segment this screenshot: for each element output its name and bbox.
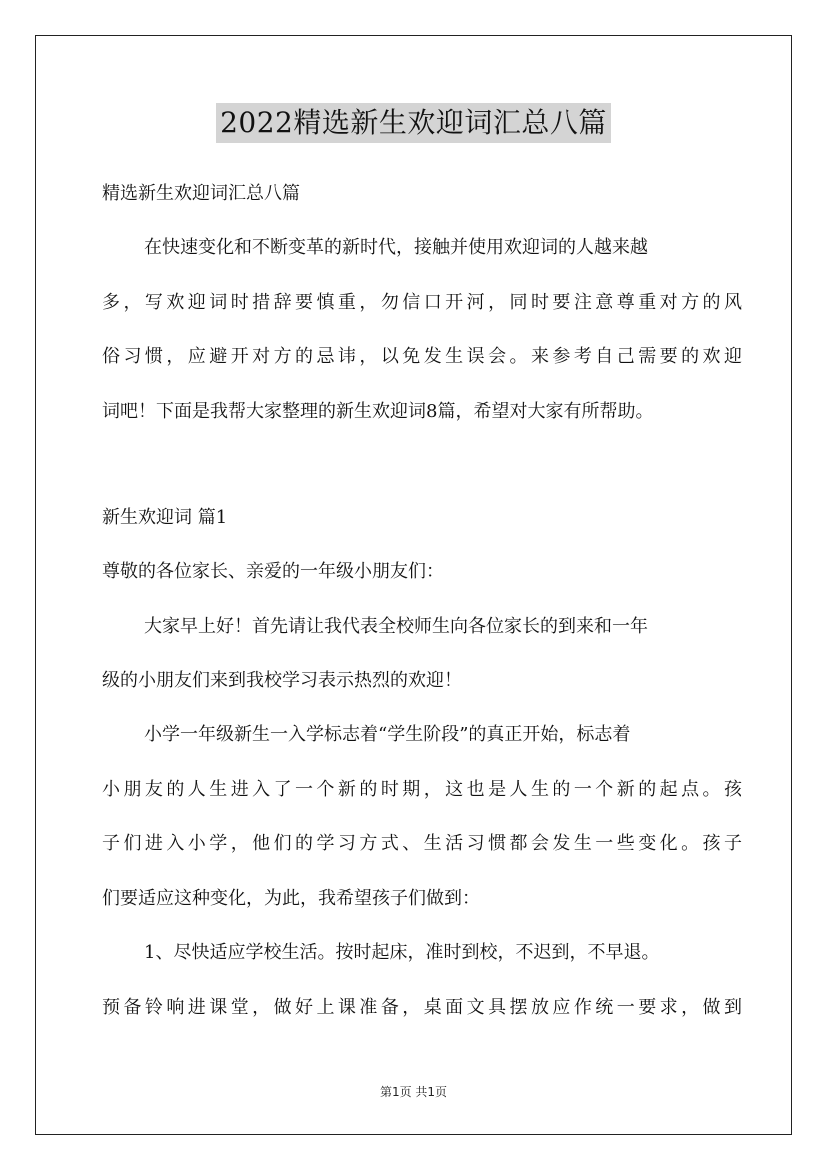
- paragraph-line: 词吧！下面是我帮大家整理的新生欢迎词8篇，希望对大家有所帮助。: [102, 401, 654, 422]
- paragraph-line: 小学一年级新生一入学标志着“学生阶段”的真正开始，标志着: [144, 724, 631, 745]
- paragraph-line: 子们进入小学，他们的学习方式、生活习惯都会发生一些变化。孩子: [102, 833, 742, 854]
- paragraph-line: 1、尽快适应学校生活。按时起床，准时到校，不迟到，不早退。: [144, 942, 660, 963]
- document-title-text: 2022精选新生欢迎词汇总八篇: [216, 103, 611, 143]
- paragraph-line: 多，写欢迎词时措辞要慎重，勿信口开河，同时要注意尊重对方的风: [102, 292, 742, 313]
- paragraph-line: 在快速变化和不断变革的新时代，接触并使用欢迎词的人越来越: [144, 237, 648, 258]
- salutation-line: 尊敬的各位家长、亲爱的一年级小朋友们：: [102, 561, 444, 582]
- paragraph-line: 俗习惯，应避开对方的忌讳，以免发生误会。来参考自己需要的欢迎: [102, 346, 742, 367]
- paragraph-line: 预备铃响进课堂，做好上课准备，桌面文具摆放应作统一要求，做到: [102, 997, 742, 1018]
- document-title: [0, 102, 827, 143]
- paragraph-line: 们要适应这种变化，为此，我希望孩子们做到：: [102, 888, 480, 909]
- paragraph-line: 小朋友的人生进入了一个新的时期，这也是人生的一个新的起点。孩: [102, 779, 742, 800]
- paragraph-line: 大家早上好！首先请让我代表全校师生向各位家长的到来和一年: [144, 616, 648, 637]
- paragraph-line: 级的小朋友们来到我校学习表示热烈的欢迎！: [102, 670, 462, 691]
- page-footer: 第1页 共1页: [379, 1085, 448, 1099]
- subtitle-line: 精选新生欢迎词汇总八篇: [102, 183, 300, 204]
- section-heading: 新生欢迎词 篇1: [102, 507, 228, 528]
